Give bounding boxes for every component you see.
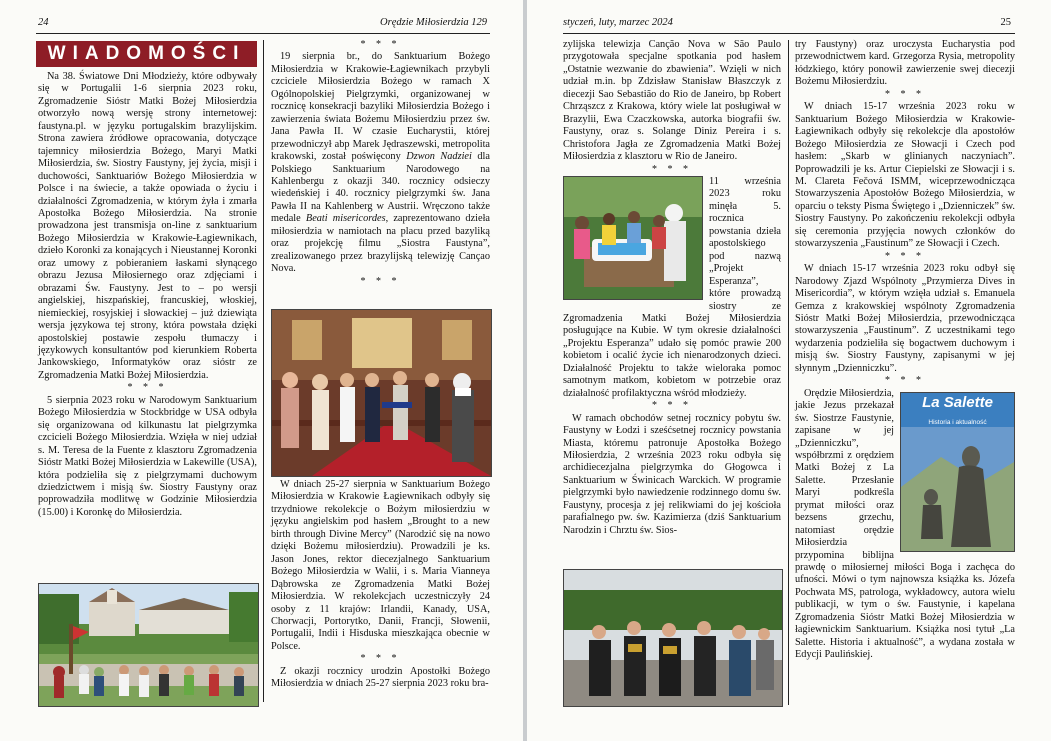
running-title-right: styczeń, luty, marzec 2024 (563, 17, 673, 28)
news-item-lodz-pilgrimage-cont: try Faustyny) oraz uroczysta Eucharystia pod przewodnictwem kard. Grzegorza Rysia, metropolity łódzkiego, który ponowił zawierzenie swej diecezji Bożemu Miłosierdziu. (795, 39, 1015, 88)
separator: * * * (885, 250, 925, 262)
separator: * * * (885, 375, 925, 387)
header-rule-left (36, 33, 490, 34)
page-number-left: 24 (38, 17, 49, 28)
retreat-photo-illustration (272, 310, 491, 476)
text-run: , zaprezentowano dzieła miłosierdzia w namiotach na placu przed bazyliką oraz projekcję filmu „Siostra Faustyna”, zrealizowanego przez brazylijską telewizję Cançao Nova. (271, 213, 490, 275)
separator: * * * (652, 163, 692, 175)
text-run-italic: Beati misericordes (305, 213, 386, 225)
left-column-2 (271, 39, 490, 288)
column-divider-left (263, 40, 264, 702)
separator: * * * (360, 653, 401, 665)
separator: * * * (360, 275, 401, 287)
text-run: dla Polskiego Sanktuarium Narodowego na Kahlenbergu z okazji 340. rocznicy odsieczy wiedeńskiej i 40. rocznicy pielgrzymki św. Jana Pawła II na Kahlenberg w Austrii. Wręczono także medale (271, 151, 490, 225)
header-rule-right (563, 33, 1015, 34)
left-page (0, 0, 523, 741)
separator: * * * (652, 400, 692, 412)
stockbridge-photo-illustration (39, 584, 258, 706)
news-item-projekt-esperanza: 11 września 2023 roku minęła 5. rocznica powstania dzieła apostolskiego pod nazwą „Projekt Esperanza”, które prowadzą siostry ze Zgromadzenia Matki Bożej Miłosierdzia posługujące na Kubie. W tym okresie działalności „Projektu Esperanza” udało się pomóc prawie 200 kobietom i ocalić życie ich nienarodzonych dzieci. Działalność Projektu to także wieloraka pomoc samotnym matkom, kobietom w potrzebie oraz działalność profilaktyczna wśród młodzieży. (563, 175, 781, 399)
procession-photo-illustration (564, 570, 782, 706)
photo-english-retreat (271, 309, 492, 477)
separator: * * * (360, 39, 401, 50)
news-item-english-retreat: W dniach 25-27 sierpnia w Sanktuarium Bożego Miłosierdzia w Krakowie Łagiewnikach odbyły się trzydniowe rekolekcje o Bożym miłosierdziu w języku angielskim pod hasłem „Brought to a new birth through Divine Mercy” (Narodzić się na nowo dzięki Bożemu miłosierdziu). Prowadzili je ks. Jason Jones, rektor diecezjalnego Sanktuarium Bożego Miłosierdzia w Walii, i s. Maria Vianneya Dąbrowska ze Zgromadzenia Matki Bożej Miłosierdzia. W rekolekcjach uczestniczyły 24 osoby z 11 krajów: Irlandii, Kanady, USA, Chorwacji, Portorytko, Danii, Francji, Słowenii, Portugalii, Indii i Hisduska mieszkająca obecnie w Polsce. (271, 479, 490, 652)
news-item-cancao-nova-cont: zylijska telewizja Canção Nova w São Paulo przygotowała specjalne spotkania pod hasłem „Ostatnie wezwanie do zbawienia”. Wzięli w nich udział m.in. bp Zdzisław Stanisław Błaszczyk z diecezji Sao Sebastião do Rio de Janeiro, bp Robert Chrząszcz z Krakowa, który wiele lat posługiwał w Brazylii, Ewa Czaczkowska, autorka biografii św. Faustyny, oraz s. Solange Diniz Pereira i s. Christofora Jagła ze Zgromadzenia Matki Bożej Miłosierdzia z klasztoru w Rio de Janeiro. (563, 39, 781, 163)
esperanza-photo-illustration (564, 177, 702, 299)
left-column-2-continued (271, 479, 490, 691)
right-page (527, 0, 1051, 741)
text-run-italic: Dzwon Nadziei (406, 151, 472, 163)
right-column-1 (563, 39, 781, 537)
right-column-2 (795, 39, 1015, 662)
running-title-left: Orędzie Miłosierdzia 129 (380, 17, 487, 28)
news-item-dives-in-misericordia: W dniach 15-17 września 2023 roku odbył się Narodowy Zjazd Wspólnoty „Przymierza Dives in Misericordia”, w którym wzięła udział s. Emanuela Gemza z krakowskiej wspólnoty Zgromadzenia Sióstr Matki Bożej Miłosierdzia, przewodnicząca stowarzyszenia „Faustinum”. Z uczestnikami tego wydarzenia podzieliła się bogactwem duchowym i misją św. Siostry Faustyny, zapisanymi w jej słynnym „Dzienniczku”. (795, 263, 1015, 374)
news-item-lodz-pilgrimage: W ramach obchodów setnej rocznicy pobytu św. Faustyny w Łodzi i sześćsetnej rocznicy powstania Miasta, któremu patronuje Apostołka Bożego Miłosierdzia, 2 września 2023 roku odbyła się archidiecezjalna pielgrzymka do Głogowca i Sanktuarium w Świnicach Warckich. W programie pielgrzymki było nawiedzenie rodzinnego domu św. Faustyny, procesja z jej relikwiami do jej kościoła parafialnego pw. św. Kazimierza (dziś Sanktuarium Narodzin i Chrztu św. Sios- (563, 412, 781, 536)
news-item-world-youth-day: Na 38. Światowe Dni Młodzieży, które odbywały się w Portugalii 1-6 sierpnia 2023 roku, Zgromadzenie Sióstr Matki Bożej Miłosierdzia otworzyło nową wersję strony internetowej: faustyna.pl. w języku portugalskim brazylijskim. Strona zawiera źródłowe opracowania, dotyczące tajemnicy miłosierdzia Bożego, Maryi Matki Miłosierdzia, św. Siostry Faustyny, jej życia, misji i duchowości, Sanktuariów Bożego Miłosierdzia w Polsce i na świecie, a także opowiada o życiu i działalności Zgromadzenia, w którym żyła i zmarła Apostołka Bożego Miłosierdzia. Na stronie prowadzona jest transmisja on-line z sanktuarium Bożego Miłosierdzia w Krakowie-Łagiewnikach, dzieło Koronki za konających i Nieustannej Koronki oraz umowy z pobieraniem łaskami słynącego obrazu Jezusa Miłosiernego oraz zdjęciami i obrazami Św. Faustyny. Jest to – po wersji angielskiej, hiszpańskiej, francuskiej, włoskiej, niemieckiej, rosyjskiej i słowackiej – już dziewiąta wersja językowa tej strony, która powstała dzięki apostolskiej postawie zespołu tłumaczy i językowych konsultantów pod kierunkiem Roberta Jankowskiego, Informatyków oraz sióstr ze Zgromadzenia Matki Bożej Miłosierdzia. (38, 71, 257, 381)
la-salette-statue-illustration (901, 427, 1014, 551)
book-cover-la-salette (900, 392, 1015, 552)
text-run: 19 sierpnia br., do Sanktuarium Bożego Miłosierdzia w Krakowie-Łagiewnikach przybyli czciciele Miłosierdzia Bożego w ramach X Ogólnopolskiej Pielgrzymki, organizowanej w rocznicę konsekracji bazyliki Miłosierdzia Bożego i zawierzenia świata Bożemu Miłosierdziu przez św. Jana Pawła II. W czasie Eucharystii, której przewodniczył abp Marek Jędraszewski, metropolita krakowski, został poświęcony (271, 51, 490, 163)
photo-stockbridge-pilgrimage (38, 583, 259, 707)
news-item-la-salette-book: Orędzie Miłosierdzia, jakie Jezus przekazał św. Siostrze Faustynie, zapisane w jej „Dzienniczku”, współbrzmi z orędziem Matki Bożej z La Salette. Przesłanie Maryi podkreśla prymat miłości oraz bezsens grzechu, natomiast orędzie Miłosierdzia przypomina biblijna prawdę o miłosiernej miłości Boga i zachęca do ufności. Mówi o tym najnowsza książka ks. Józefa Pochwata MS, patrologa, wykładowcy, autora wielu publikacji, w tym o św. Faustynie, i kapelana Zgromadzenia Sióstr Matki Bożej Miłosierdzia w łagiewnickim Sanktuarium. Książka nosi tytuł „La Salette. Historia i aktualność”, a wydana została w Edycji Paulińskiej. (795, 387, 1015, 661)
photo-projekt-esperanza (563, 176, 703, 300)
news-item-cancao-nova: Z okazji rocznicy urodzin Apostołki Bożego Miłosierdzia w dniach 25-27 sierpnia 2023 roku bra- (271, 665, 490, 690)
section-banner: WIADOMOŚCI (36, 41, 257, 67)
separator: * * * (885, 88, 925, 100)
left-column-1 (38, 71, 257, 519)
news-item-stockbridge: 5 sierpnia 2023 roku w Narodowym Sanktuarium Bożego Miłosierdzia w Stockbridge w USA odbyła się organizowana od kilkunastu lat pielgrzymka czcicieli Bożego Miłosierdzia. Wzięła w niej udział s. M. Teresa de la Fuente z klasztoru Zgromadzenia Sióstr Matki Bożej Miłosierdzia w Lakewille (USA), która podzieliła się z pielgrzymami duchowym dziedzictwem i misją św. Siostry Faustyny oraz poprowadziła modlitwę w Godzinie Miłosierdzia (15.00) i Koronkę do Miłosierdzia. (38, 394, 257, 518)
book-cover-subtitle: Historia i aktualność (928, 418, 987, 426)
book-cover-title: La Salette (922, 393, 993, 411)
photo-lodz-procession (563, 569, 783, 707)
page-number-right: 25 (1000, 17, 1011, 28)
column-divider-right (788, 40, 789, 705)
news-item-slovak-czech-retreat: W dniach 15-17 września 2023 roku w Sanktuarium Bożego Miłosierdzia w Krakowie-Łagiewnikach odbyły się rekolekcje dla apostołów Bożego Miłosierdzia ze Słowacji i Czech pod hasłem: „Skarb w glinianych naczyniach”. Poprowadzili je ks. Artur Ciepielski ze Słowacji i s. M. Clareta Fečová ISMM, wiceprzewodnicząca Stowarzyszenia Apostołów Bożego Miłosierdzia, w oparciu o teksty Pisma Świętego i „Dzienniczek” św. Siostry Faustyny. Po zakończeniu rekolekcji odbyła się ceremonia przyjęcia nowych członków do stowarzyszenia „Faustinum” ze Słowacji i Czech. (795, 101, 1015, 250)
news-item-national-pilgrimage (271, 51, 490, 275)
separator: * * * (127, 382, 168, 394)
